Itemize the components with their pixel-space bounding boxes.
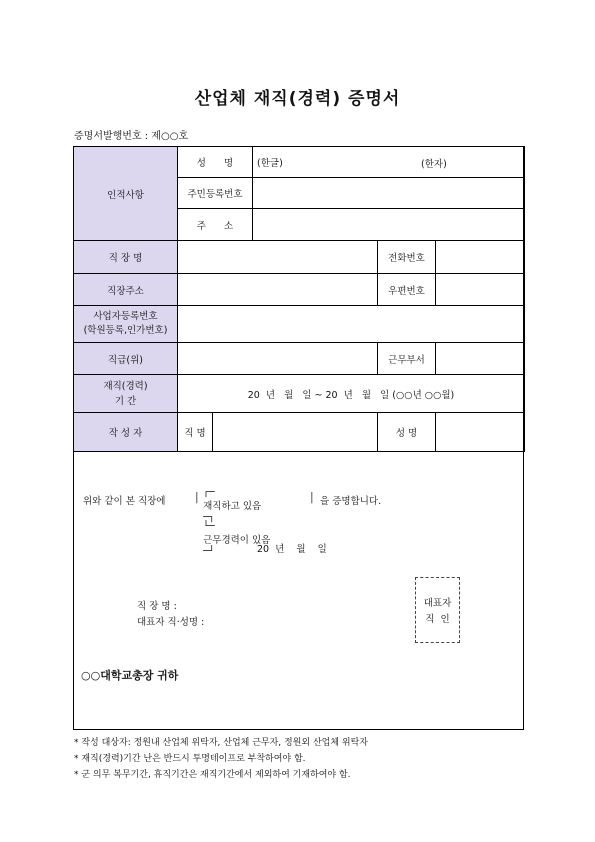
personal-info-header: 인적사항 <box>74 147 178 241</box>
seal-label-line1: 대표자 <box>423 598 452 609</box>
bracket-bottom-right: ─┘ <box>203 546 215 557</box>
signature-ceo-label: 대표자 직·성명 : <box>137 617 205 628</box>
seal-label-line2: 직 인 <box>425 614 450 625</box>
writer-label: 작 성 자 <box>74 413 178 452</box>
bracket-top-right: ─┐ <box>203 512 215 523</box>
footnote-3: * 군 의무 복무기간, 휴직기간은 재직기간에서 제외하여 기재하여야 함. <box>74 770 351 780</box>
option-experience[interactable] <box>191 510 270 568</box>
department-label: 근무부서 <box>378 343 436 375</box>
period-label-line2: 기 간 <box>114 395 137 407</box>
rrn-label: 주민등록번호 <box>178 178 253 209</box>
business-number-title: 사업자등록번호 <box>93 311 158 322</box>
statement-suffix: 을 증명합니다. <box>320 496 382 507</box>
statement-prefix: 위와 같이 본 직장에 <box>83 496 166 507</box>
period-label-line1: 재직(경력) <box>103 380 148 392</box>
writer-name-label: 성 명 <box>378 413 436 452</box>
company-name-label: 직 장 명 <box>74 241 178 274</box>
name-hangul-label: (한글) <box>257 158 283 169</box>
footnotes <box>74 735 368 783</box>
bracket-right: │ <box>309 493 315 504</box>
issue-date: 20 년 월 일 <box>257 544 327 555</box>
writer-position-label: 직 명 <box>178 413 213 452</box>
bracket-top-left: ┌─ <box>203 487 215 498</box>
zip-label: 우편번호 <box>378 274 436 306</box>
certificate-number: 증명서발행번호 : 제○○호 <box>74 131 189 142</box>
document-title: 산업체 재직(경력) 증명서 <box>194 89 401 109</box>
ceo-seal-box <box>415 577 460 643</box>
address-label: 주 소 <box>178 209 253 241</box>
name-hanja-label: (한자) <box>421 159 447 170</box>
bracket-left: │ <box>194 493 200 504</box>
footnote-1: * 작성 대상자: 정원내 산업체 위탁자, 산업체 근무자, 정원외 산업체 위탁자 <box>74 738 368 748</box>
option-experience-label: 근무경력이 있음 <box>203 535 271 546</box>
business-number-subtitle: (학원등록,인가번호) <box>83 325 168 336</box>
bracket-bottom-left: └─ <box>203 521 215 532</box>
period-field[interactable]: 20 년 월 일 ~ 20 년 월 일 (○○년 ○○월) <box>178 375 525 413</box>
option-employed-label: 재직하고 있음 <box>203 501 262 512</box>
signature-company-label: 직 장 명 : <box>137 601 177 612</box>
rank-label: 직급(위) <box>74 343 178 375</box>
footnote-2: * 재직(경력)기간 난은 반드시 투명테이프로 부착하여야 함. <box>74 754 306 764</box>
phone-label: 전화번호 <box>378 241 436 274</box>
name-label: 성 명 <box>178 147 253 178</box>
recipient: ○○대학교총장 귀하 <box>81 669 179 682</box>
company-address-label: 직장주소 <box>74 274 178 306</box>
